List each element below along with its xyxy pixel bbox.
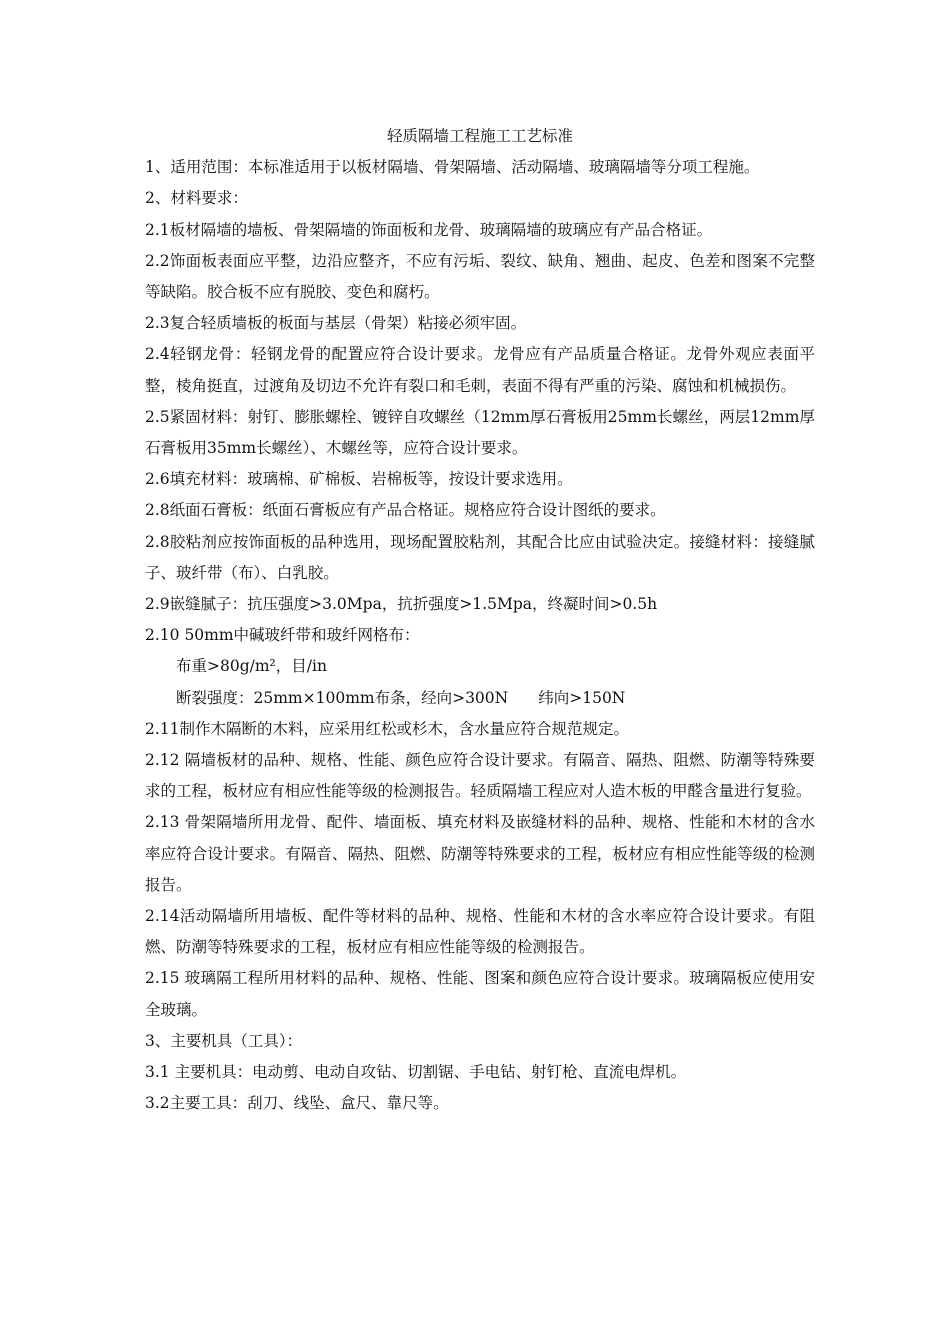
paragraph-2-13: 2.13 骨架隔墙所用龙骨、配件、墙面板、填充材料及嵌缝材料的品种、规格、性能和木材的含水率应符合设计要求。有隔音、隔热、阻燃、防潮等特殊要求的工程，板材应有相应性能等级的检测报告。 xyxy=(145,813,815,894)
document-body xyxy=(145,121,815,1120)
paragraph-scope: 1、适用范围：本标准适用于以板材隔墙、骨架隔墙、活动隔墙、玻璃隔墙等分项工程施。 xyxy=(145,158,760,177)
paragraph-2-2: 2.2饰面板表面应平整，边沿应整齐，不应有污垢、裂纹、缺角、翘曲、起皮、色差和图案不完整等缺陷。胶合板不应有脱胶、变色和腐朽。 xyxy=(145,251,815,302)
paragraph-3-1: 3.1 主要机具：电动剪、电动自攻钻、切割锯、手电钻、射钉枪、直流电焊机。 xyxy=(145,1063,687,1082)
paragraph-2-12: 2.12 隔墙板材的品种、规格、性能、颜色应符合设计要求。有隔音、隔热、阻燃、防潮等特殊要求的工程，板材应有相应性能等级的检测报告。轻质隔墙工程应对人造木板的甲醛含量进行复验。 xyxy=(145,751,815,801)
heading-tools: 3、主要机具（工具）： xyxy=(145,1031,303,1050)
paragraph-breaking-strength xyxy=(145,683,815,714)
paragraph-2-4: 2.4轻钢龙骨：轻钢龙骨的配置应符合设计要求。龙骨应有产品质量合格证。龙骨外观应表面平整，棱角挺直，过渡角及切边不允许有裂口和毛刺，表面不得有严重的污染、腐蚀和机械损伤。 xyxy=(145,345,815,395)
paragraph-2-10: 2.10 50mm中碱玻纤带和玻纤网格布： xyxy=(145,626,420,645)
paragraph-2-9: 2.9嵌缝腻子：抗压强度>3.0Mpa，抗折强度>1.5Mpa，终凝时间>0.5h xyxy=(145,595,658,614)
paragraph-2-11: 2.11制作木隔断的木料，应采用红松或杉木，含水量应符合规范规定。 xyxy=(145,719,630,738)
breaking-strength-warp: 断裂强度：25mm×100mm布条，经向>300N xyxy=(176,688,509,707)
heading-materials: 2、材料要求： xyxy=(145,189,248,208)
paragraph-2-3: 2.3复合轻质墙板的板面与基层（骨架）粘接必须牢固。 xyxy=(145,314,527,333)
document-title: 轻质隔墙工程施工工艺标准 xyxy=(386,127,573,145)
paragraph-2-15: 2.15 玻璃隔工程所用材料的品种、规格、性能、图案和颜色应符合设计要求。玻璃隔板应使用安全玻璃。 xyxy=(145,969,815,1019)
paragraph-2-8-gypsum: 2.8纸面石膏板：纸面石膏板应有产品合格证。规格应符合设计图纸的要求。 xyxy=(145,501,666,520)
paragraph-2-1: 2.1板材隔墙的墙板、骨架隔墙的饰面板和龙骨、玻璃隔墙的玻璃应有产品合格证。 xyxy=(145,220,713,239)
paragraph-2-8-adhesive: 2.8胶粘剂应按饰面板的品种选用，现场配置胶粘剂，其配合比应由试验决定。接缝材料：接缝腻子、玻纤带（布）、白乳胶。 xyxy=(145,532,815,582)
paragraph-2-14: 2.14活动隔墙所用墙板、配件等材料的品种、规格、性能和木材的含水率应符合设计要求。有阻燃、防潮等特殊要求的工程，板材应有相应性能等级的检测报告。 xyxy=(145,907,815,957)
paragraph-2-6: 2.6填充材料：玻璃棉、矿棉板、岩棉板等，按设计要求选用。 xyxy=(145,470,573,489)
paragraph-cloth-weight: 布重>80g/m²，目/in xyxy=(176,657,327,676)
breaking-strength-weft: 纬向>150N xyxy=(538,688,626,707)
paragraph-2-5: 2.5紧固材料：射钉、膨胀螺栓、镀锌自攻螺丝（12mm厚石膏板用25mm长螺丝，两层12mm厚石膏板用35mm长螺丝）、木螺丝等，应符合设计要求。 xyxy=(145,407,815,458)
paragraph-3-2: 3.2主要工具：刮刀、线坠、盒尺、靠尺等。 xyxy=(145,1094,449,1113)
